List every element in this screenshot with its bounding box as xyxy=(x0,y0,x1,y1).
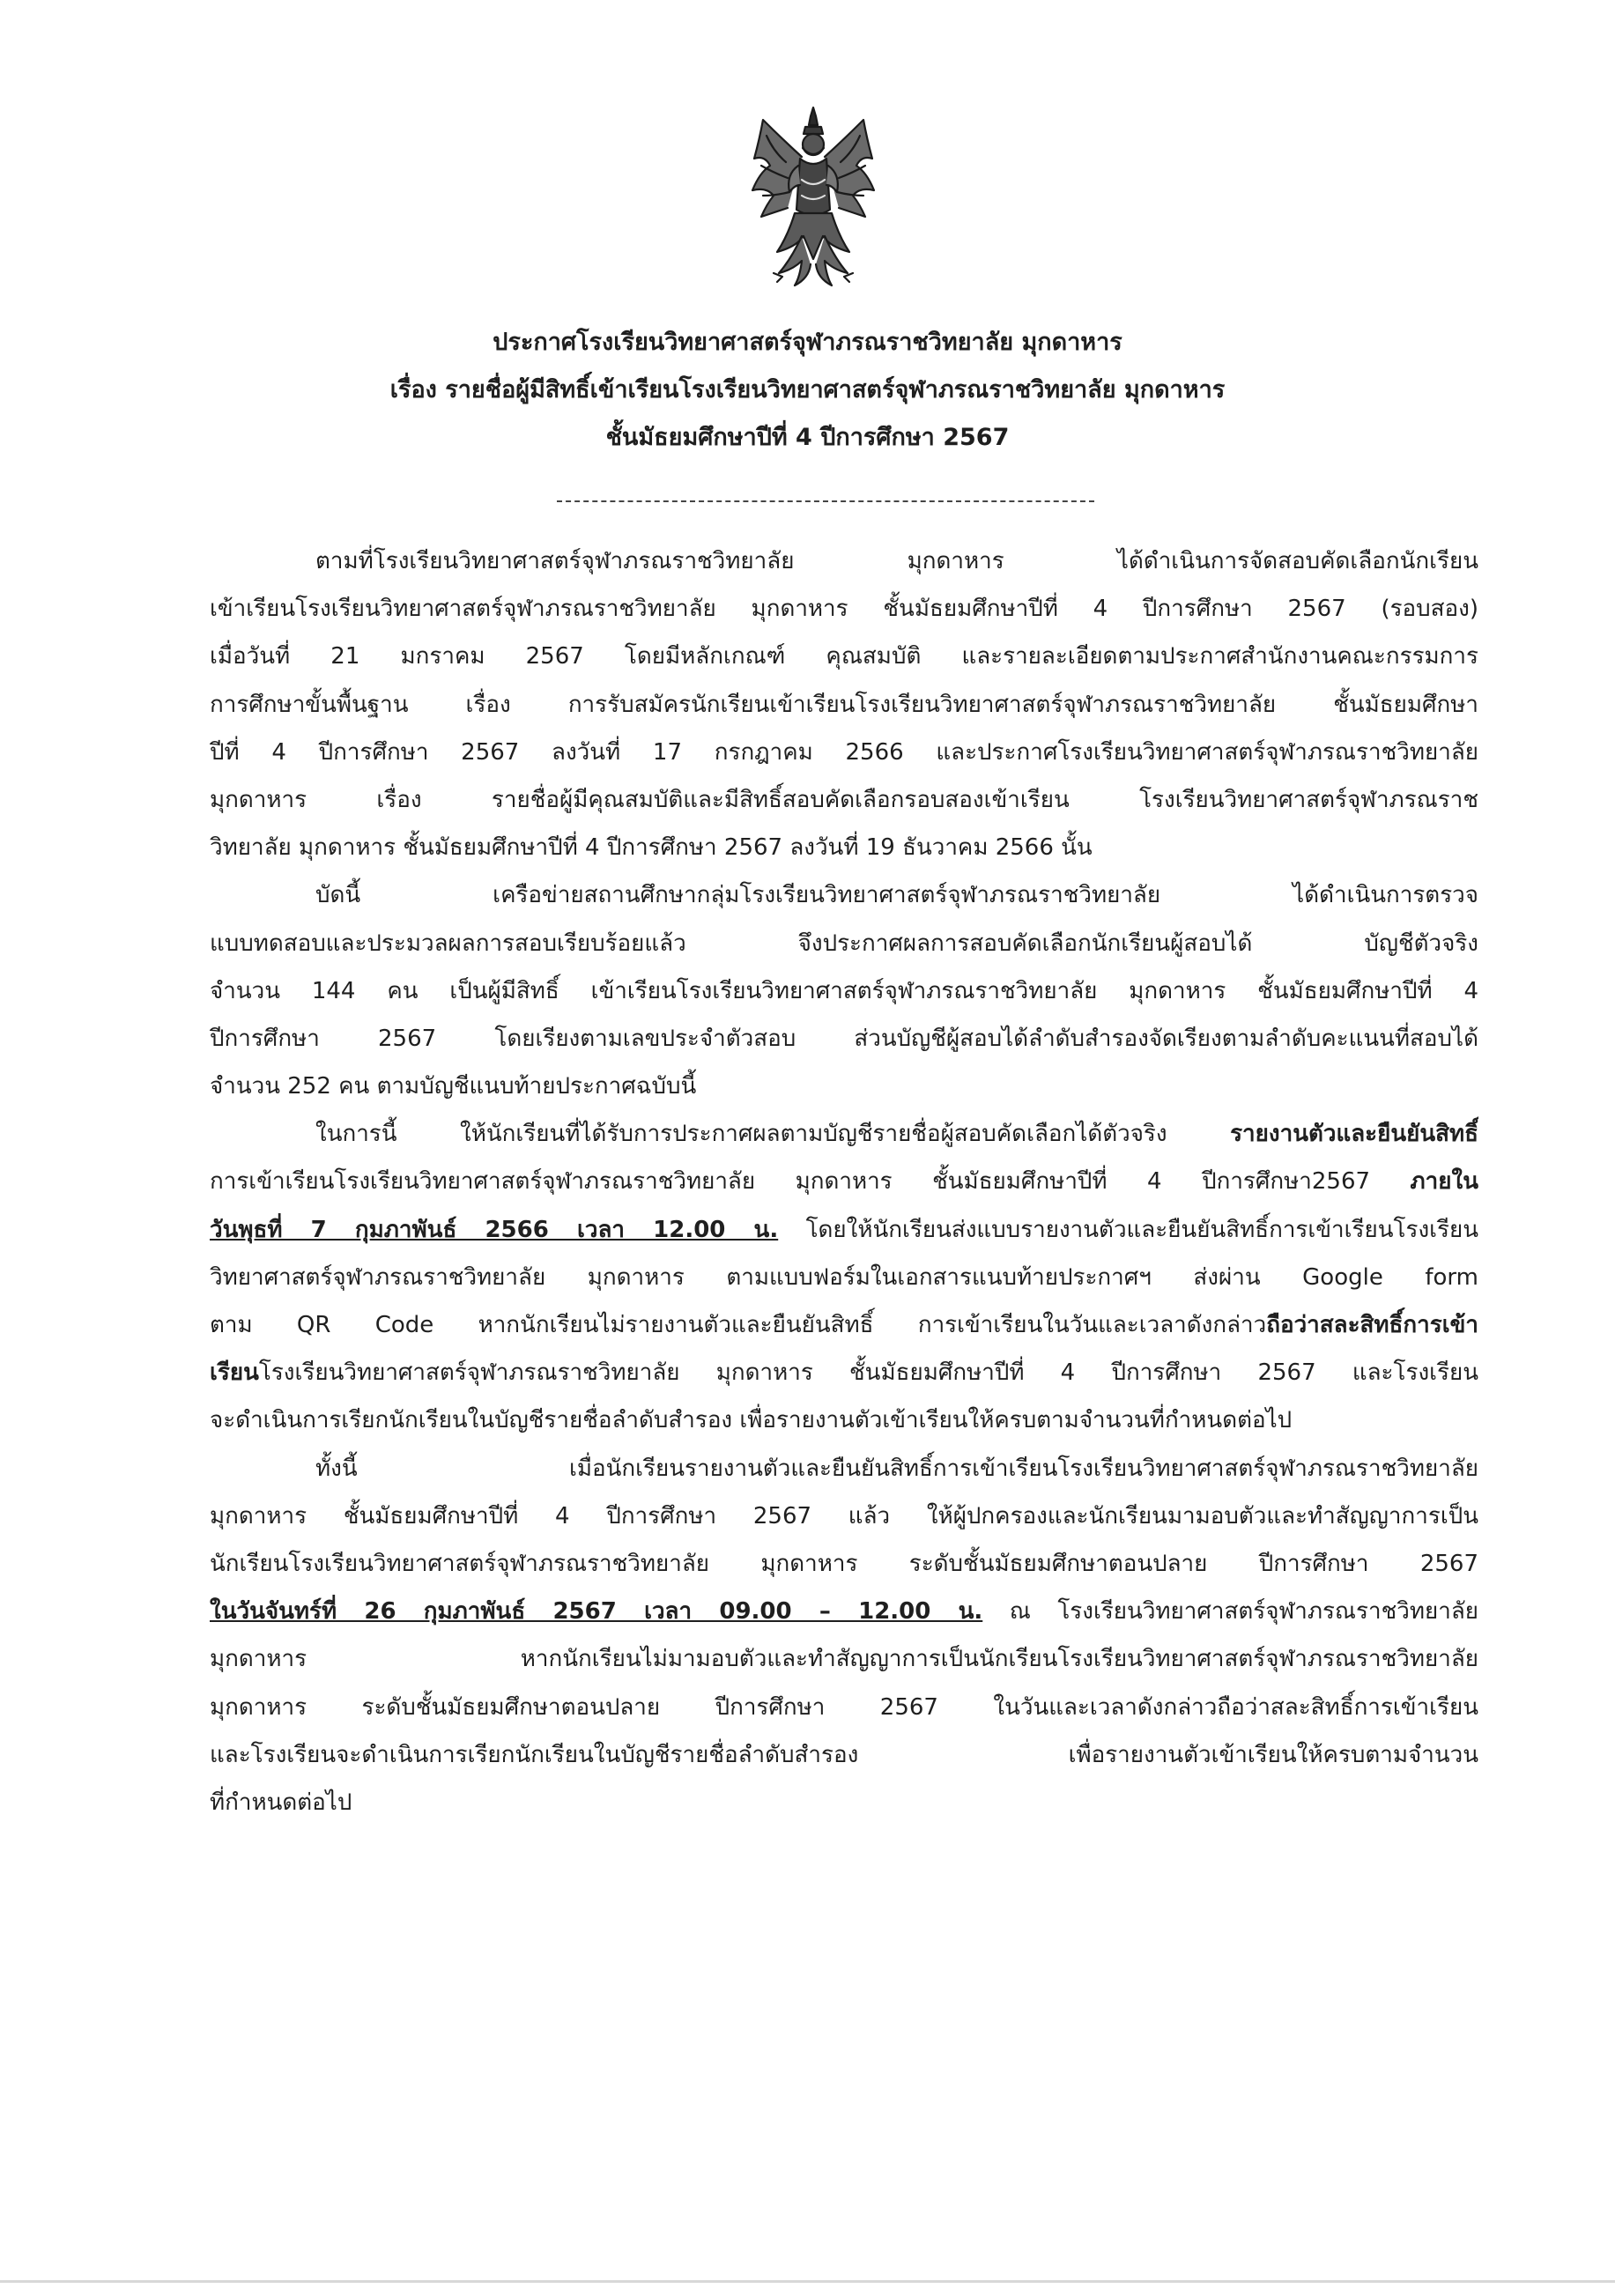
emphasis-report-confirm: รายงานตัวและยืนยันสิทธิ์ xyxy=(1230,1121,1478,1148)
body-line: มุกดาหาร ระดับชั้นมัธยมศึกษาตอนปลาย ปีการศึกษา 2567 ในวันและเวลาดังกล่าวถือว่าสละสิทธิ์การเข้าเรียน xyxy=(210,1693,1478,1721)
announcement-subject: เรื่อง รายชื่อผู้มีสิทธิ์เข้าเรียนโรงเรียนวิทยาศาสตร์จุฬาภรณราชวิทยาลัย มุกดาหาร xyxy=(389,376,1226,404)
scan-bottom-edge xyxy=(0,2280,1615,2283)
title-separator xyxy=(557,500,1094,502)
body-line: จะดำเนินการเรียกนักเรียนในบัญชีรายชื่อลำดับสำรอง เพื่อรายงานตัวเข้าเรียนให้ครบตามจำนวนที่กำหนดต่อไป xyxy=(210,1407,1293,1434)
body-line: ทั้งนี้ เมื่อนักเรียนรายงานตัวและยืนยันสิทธิ์การเข้าเรียนโรงเรียนวิทยาศาสตร์จุฬาภรณราชวิทยาลัย xyxy=(315,1455,1478,1482)
body-line: มุกดาหาร เรื่อง รายชื่อผู้มีคุณสมบัติและมีสิทธิ์สอบคัดเลือกรอบสองเข้าเรียน โรงเรียนวิทยาศาสตร์จุฬาภรณราช xyxy=(210,786,1478,813)
body-line: แบบทดสอบและประมวลผลการสอบเรียบร้อยแล้ว จึงประกาศผลการสอบคัดเลือกนักเรียนผู้สอบได้ บัญชีตัวจริง xyxy=(210,930,1478,957)
emphasis-forfeit-cont: เรียน xyxy=(210,1359,259,1387)
body-line: เมื่อวันที่ 21 มกราคม 2567 โดยมีหลักเกณฑ์ คุณสมบัติ และรายละเอียดตามประกาศสำนักงานคณะกรรมการ xyxy=(210,643,1478,670)
emphasis-forfeit: ถือว่าสละสิทธิ์การเข้า xyxy=(1266,1312,1478,1338)
body-line: บัดนี้ เครือข่ายสถานศึกษากลุ่มโรงเรียนวิทยาศาสตร์จุฬาภรณราชวิทยาลัย ได้ดำเนินการตรวจ xyxy=(315,882,1478,909)
body-line: ตามที่โรงเรียนวิทยาศาสตร์จุฬาภรณราชวิทยาลัย มุกดาหาร ได้ดำเนินการจัดสอบคัดเลือกนักเรียน xyxy=(315,548,1478,574)
body-line xyxy=(210,1349,1478,1396)
body-text-span: โดยให้นักเรียนส่งแบบรายงานตัวและยืนยันสิทธิ์การเข้าเรียนโรงเรียน xyxy=(778,1216,1478,1243)
body-text-span: ในการนี้ ให้นักเรียนที่ได้รับการประกาศผลตามบัญชีรายชื่อผู้สอบคัดเลือกได้ตัวจริง xyxy=(315,1121,1231,1148)
announcement-title: ประกาศโรงเรียนวิทยาศาสตร์จุฬาภรณราชวิทยาลัย มุกดาหาร xyxy=(493,329,1122,356)
body-line xyxy=(210,1110,1478,1158)
emphasis-within: ภายใน xyxy=(1410,1168,1478,1196)
garuda-emblem-icon xyxy=(747,104,879,291)
body-line xyxy=(210,1588,1478,1635)
announcement-title-block xyxy=(0,319,1615,462)
body-line: เข้าเรียนโรงเรียนวิทยาศาสตร์จุฬาภรณราชวิทยาลัย มุกดาหาร ชั้นมัธยมศึกษาปีที่ 4 ปีการศึกษา 2567 (รอบสอง) xyxy=(210,596,1478,623)
report-deadline: วันพุธที่ 7 กุมภาพันธ์ 2566 เวลา 12.00 น. xyxy=(210,1216,779,1243)
body-line: ปีการศึกษา 2567 โดยเรียงตามเลขประจำตัวสอบ ส่วนบัญชีผู้สอบได้ลำดับสำรองจัดเรียงตามลำดับคะแนนที่สอบได้ xyxy=(210,1025,1478,1052)
announcement-body xyxy=(210,537,1478,1826)
body-line: นักเรียนโรงเรียนวิทยาศาสตร์จุฬาภรณราชวิทยาลัย มุกดาหาร ระดับชั้นมัธยมศึกษาตอนปลาย ปีการศึกษา 2567 xyxy=(210,1550,1478,1577)
body-text-span: ณ โรงเรียนวิทยาศาสตร์จุฬาภรณราชวิทยาลัย xyxy=(982,1598,1478,1626)
announcement-grade-year: ชั้นมัธยมศึกษาปีที่ 4 ปีการศึกษา 2567 xyxy=(605,424,1010,451)
body-line: จำนวน 144 คน เป็นผู้มีสิทธิ์ เข้าเรียนโรงเรียนวิทยาศาสตร์จุฬาภรณราชวิทยาลัย มุกดาหาร ชั้นมัธยมศึกษาปีที่ 4 xyxy=(210,977,1478,1004)
body-line: และโรงเรียนจะดำเนินการเรียกนักเรียนในบัญชีรายชื่อลำดับสำรอง เพื่อรายงานตัวเข้าเรียนให้ครบตามจำนวน xyxy=(210,1741,1478,1768)
body-line xyxy=(210,1301,1478,1349)
body-line: มุกดาหาร ชั้นมัธยมศึกษาปีที่ 4 ปีการศึกษา 2567 แล้ว ให้ผู้ปกครองและนักเรียนมามอบตัวและทำสัญญาการเป็น xyxy=(210,1502,1478,1529)
body-line xyxy=(210,1206,1478,1254)
body-text-span: โรงเรียนวิทยาศาสตร์จุฬาภรณราชวิทยาลัย มุกดาหาร ชั้นมัธยมศึกษาปีที่ 4 ปีการศึกษา 2567 และโรงเรียน xyxy=(258,1359,1478,1387)
body-line xyxy=(210,1158,1478,1205)
enrollment-date: ในวันจันทร์ที่ 26 กุมภาพันธ์ 2567 เวลา 09.00 – 12.00 น. xyxy=(210,1598,983,1626)
body-text-span: การเข้าเรียนโรงเรียนวิทยาศาสตร์จุฬาภรณราชวิทยาลัย มุกดาหาร ชั้นมัธยมศึกษาปีที่ 4 ปีการศึกษา2567 xyxy=(210,1168,1411,1196)
body-text-span: ตาม QR Code หากนักเรียนไม่รายงานตัวและยืนยันสิทธิ์ การเข้าเรียนในวันและเวลาดังกล่าว xyxy=(210,1312,1267,1338)
body-line: ที่กำหนดต่อไป xyxy=(210,1789,352,1816)
body-line: จำนวน 252 คน ตามบัญชีแนบท้ายประกาศฉบับนี้ xyxy=(210,1073,697,1100)
body-line: วิทยาศาสตร์จุฬาภรณราชวิทยาลัย มุกดาหาร ตามแบบฟอร์มในเอกสารแนบท้ายประกาศฯ ส่งผ่าน Google form xyxy=(210,1263,1478,1291)
body-line: มุกดาหาร หากนักเรียนไม่มามอบตัวและทำสัญญาการเป็นนักเรียนโรงเรียนวิทยาศาสตร์จุฬาภรณราชวิทยาลัย xyxy=(210,1646,1478,1673)
body-line: วิทยาลัย มุกดาหาร ชั้นมัธยมศึกษาปีที่ 4 ปีการศึกษา 2567 ลงวันที่ 19 ธันวาคม 2566 นั้น xyxy=(210,834,1093,862)
body-line: การศึกษาขั้นพื้นฐาน เรื่อง การรับสมัครนักเรียนเข้าเรียนโรงเรียนวิทยาศาสตร์จุฬาภรณราชวิทยาลัย ชั้นมัธยมศึกษา xyxy=(210,691,1478,718)
body-line: ปีที่ 4 ปีการศึกษา 2567 ลงวันที่ 17 กรกฎาคม 2566 และประกาศโรงเรียนวิทยาศาสตร์จุฬาภรณราชวิทยาลัย xyxy=(210,738,1478,766)
